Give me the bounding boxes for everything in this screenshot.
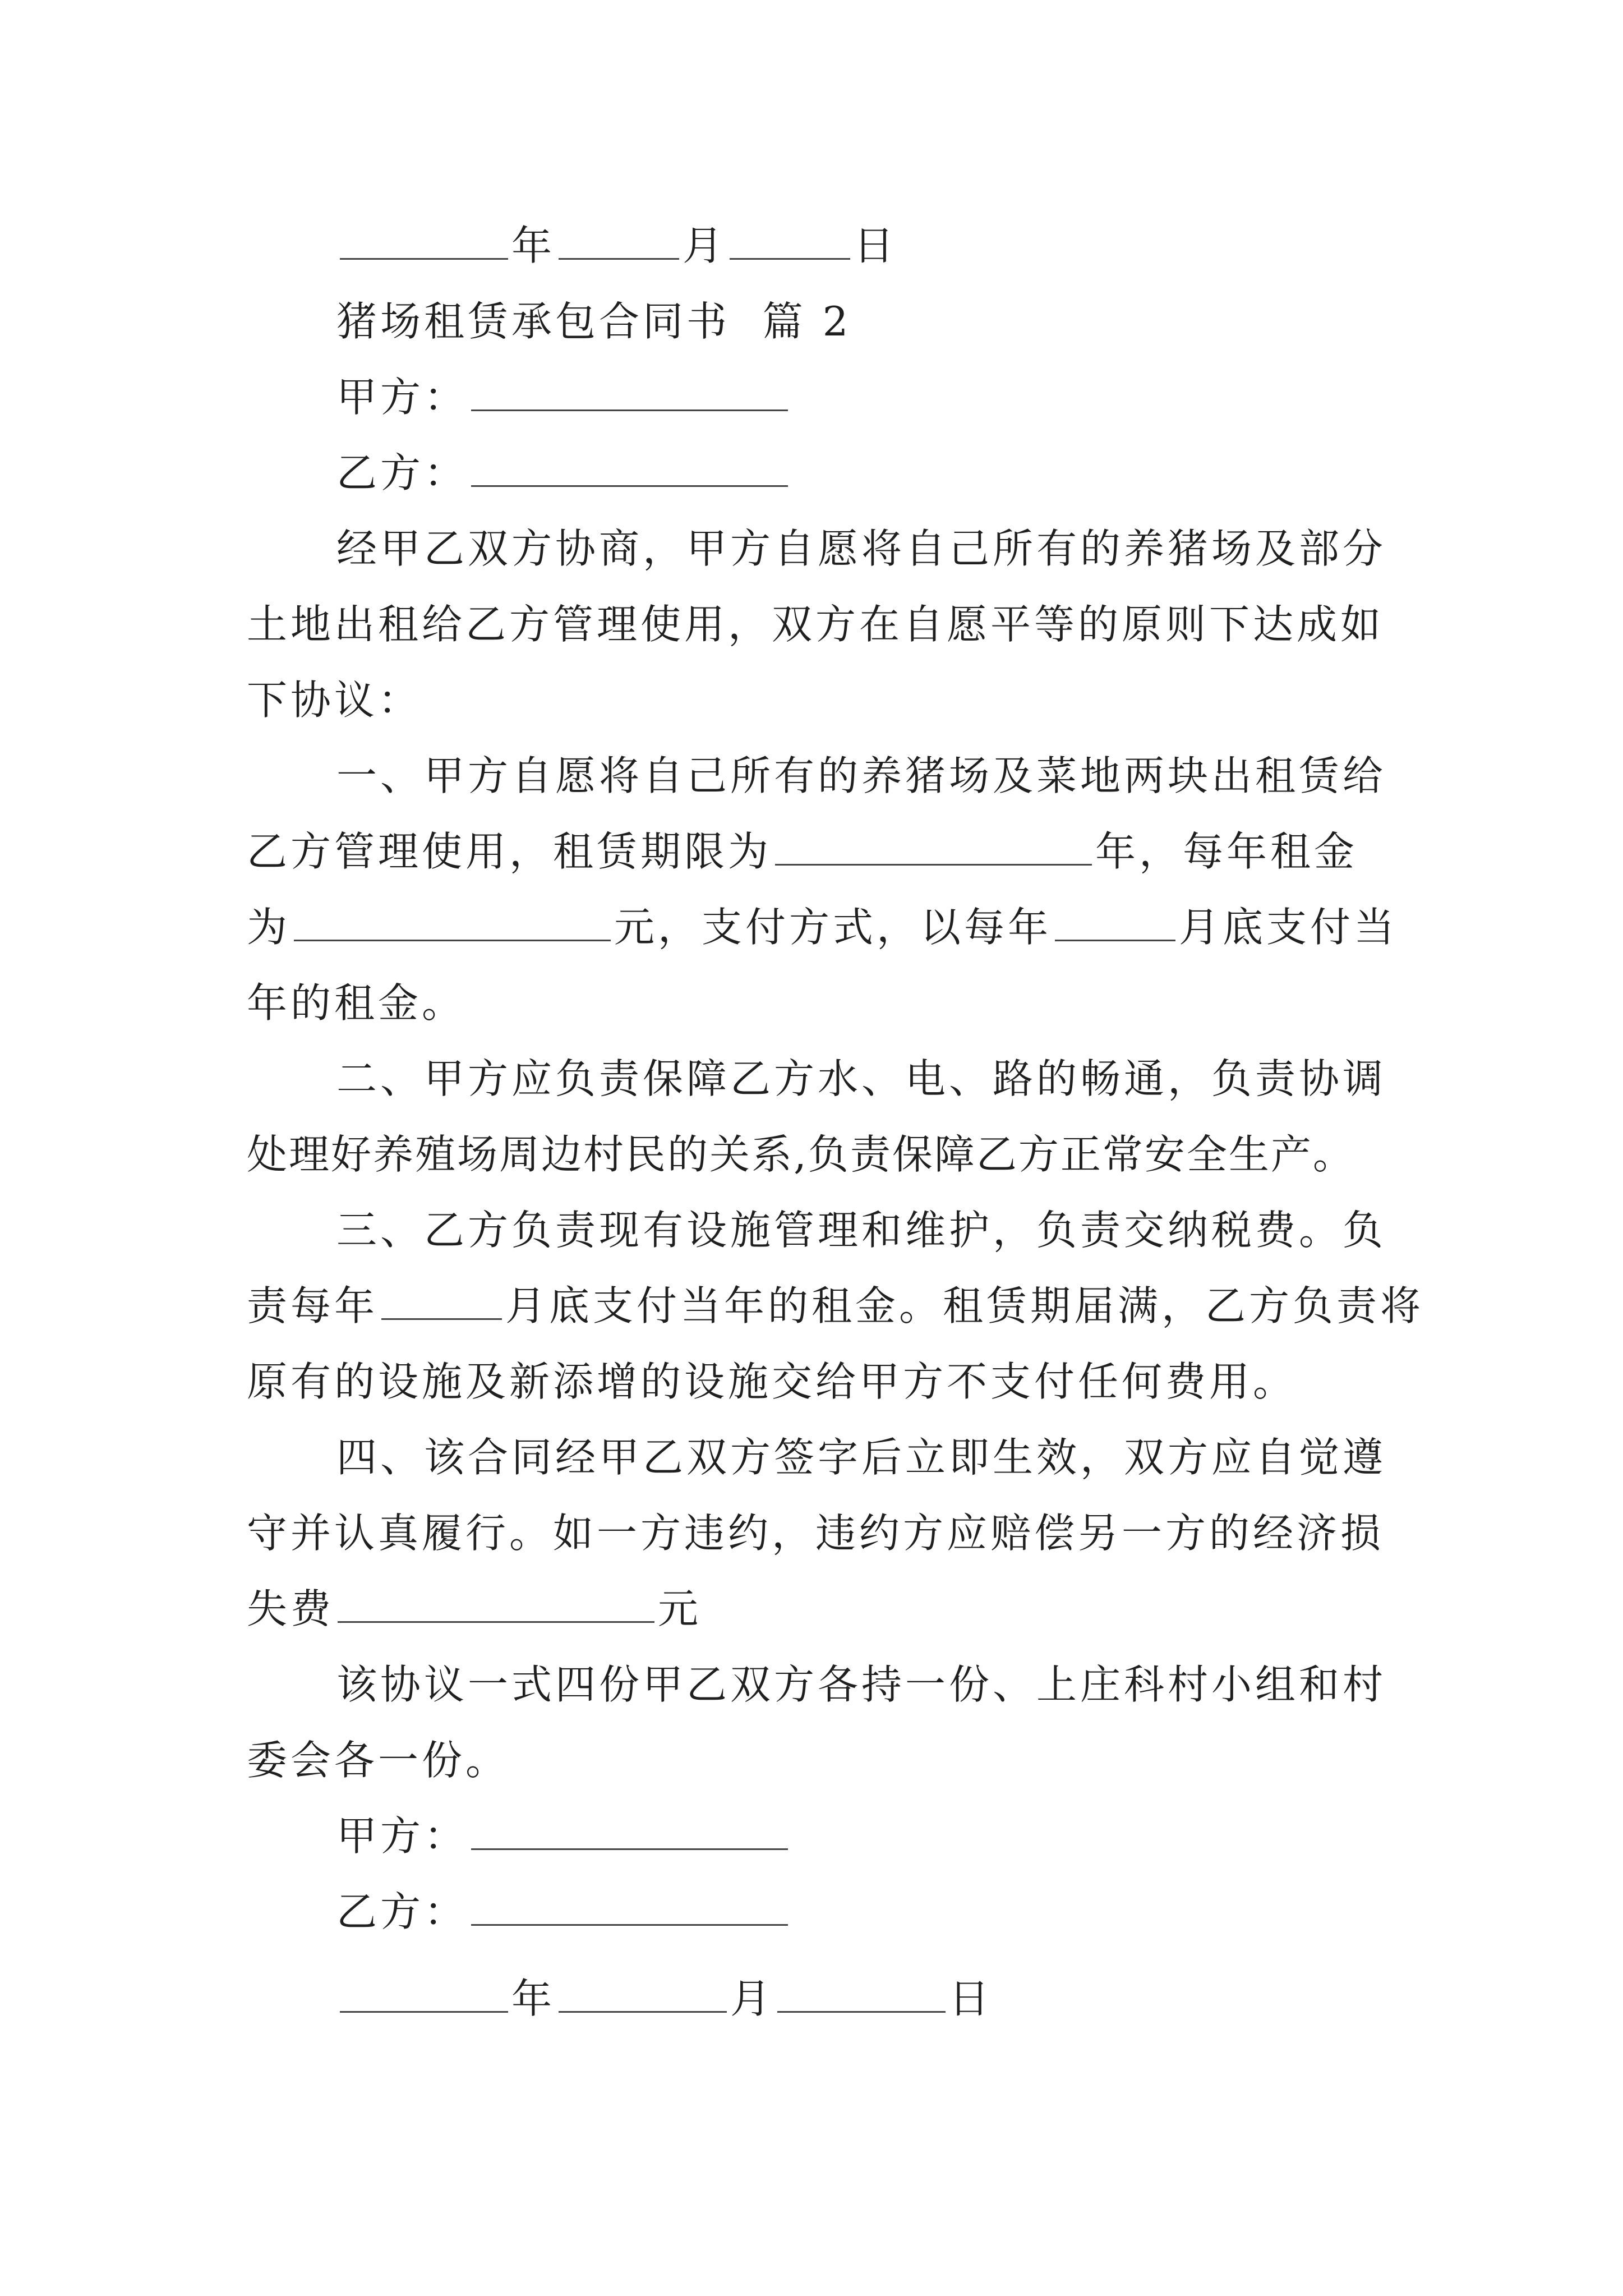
annual-rent-label: 年，每年租金 (1095, 828, 1358, 875)
date-line-bottom (336, 1972, 993, 2026)
party-b-line (336, 446, 791, 500)
party-a-label: 甲方： (336, 374, 468, 421)
intro-line-2: 土地出租给乙方管理使用，双方在自愿平等的原则下达成如 (247, 601, 1385, 648)
copies-line-1: 该协议一式四份甲乙双方各持一份、上庄科村小组和村 (336, 1661, 1387, 1708)
payment-suffix: 月底支付当 (1179, 904, 1398, 951)
intro-line-1: 经甲乙双方协商，甲方自愿将自己所有的养猪场及部分 (336, 525, 1387, 572)
year-blank (340, 224, 508, 260)
rent-prefix: 为 (247, 904, 291, 951)
clause3-line-1: 三、乙方负责现有设施管理和维护，负责交纳税费。负 (336, 1207, 1387, 1254)
day-label-bottom: 日 (949, 1975, 993, 2022)
lease-term-blank (775, 830, 1092, 866)
damages-unit: 元 (658, 1585, 702, 1632)
clause3-suffix: 月底支付当年的租金。租赁期届满，乙方负责将 (505, 1282, 1424, 1329)
day-blank-bottom (777, 1977, 946, 2013)
clause1-line-1: 一、甲方自愿将自己所有的养猪场及菜地两块出租赁给 (336, 752, 1387, 799)
sign-party-b-line (336, 1885, 791, 1939)
rent-amount-blank (294, 906, 611, 941)
clause2-line-2: 处理好养殖场周边村民的关系,负责保障乙方正常安全生产。 (247, 1131, 1355, 1178)
month-label-bottom: 月 (730, 1975, 774, 2022)
intro-line-3: 下协议： (247, 677, 422, 724)
lease-term-label: 乙方管理使用，租赁期限为 (247, 828, 772, 875)
clause4-line-2: 守并认真履行。如一方违约，违约方应赔偿另一方的经济损 (247, 1510, 1385, 1557)
clause2-line-1: 二、甲方应负责保障乙方水、电、路的畅通，负责协调 (336, 1055, 1387, 1102)
party-a-blank (471, 376, 788, 411)
party-a-line (336, 370, 791, 424)
damages-label: 失费 (247, 1585, 335, 1632)
sign-party-b-blank (471, 1890, 788, 1926)
clause4-line-1: 四、该合同经甲乙双方签字后立即生效，双方应自觉遵 (336, 1434, 1387, 1481)
clause1-line-2 (247, 825, 1358, 878)
day-blank (730, 224, 850, 260)
month-blank-bottom (559, 1977, 727, 2013)
sign-party-a-blank (471, 1815, 788, 1850)
clause4-line-3 (247, 1582, 702, 1636)
clause1-line-3 (247, 900, 1398, 954)
month-blank (559, 224, 679, 260)
sign-party-b-label: 乙方： (336, 1888, 468, 1935)
party-b-blank (471, 452, 788, 487)
clause1-line-4: 年的租金。 (247, 979, 466, 1027)
sign-party-a-label: 甲方： (336, 1812, 468, 1860)
day-label: 日 (854, 222, 898, 269)
party-b-label: 乙方： (336, 449, 468, 496)
year-blank-bottom (340, 1977, 508, 2013)
sign-party-a-line (336, 1809, 791, 1863)
damages-blank (338, 1588, 654, 1623)
rent-month-blank (381, 1285, 502, 1320)
clause3-line-3: 原有的设施及新添增的设施交给甲方不支付任何费用。 (247, 1358, 1297, 1405)
month-label: 月 (683, 222, 727, 269)
document-title: 猪场租赁承包合同书 篇 2 (336, 298, 852, 345)
year-label-bottom: 年 (511, 1975, 556, 2022)
payment-method-label: 元，支付方式，以每年 (614, 904, 1052, 951)
year-label: 年 (511, 222, 556, 269)
clause3-prefix: 责每年 (247, 1282, 379, 1329)
clause3-line-2 (247, 1279, 1424, 1333)
copies-line-2: 委会各一份。 (247, 1737, 510, 1784)
date-line-top (336, 219, 897, 273)
payment-month-blank (1055, 906, 1175, 941)
